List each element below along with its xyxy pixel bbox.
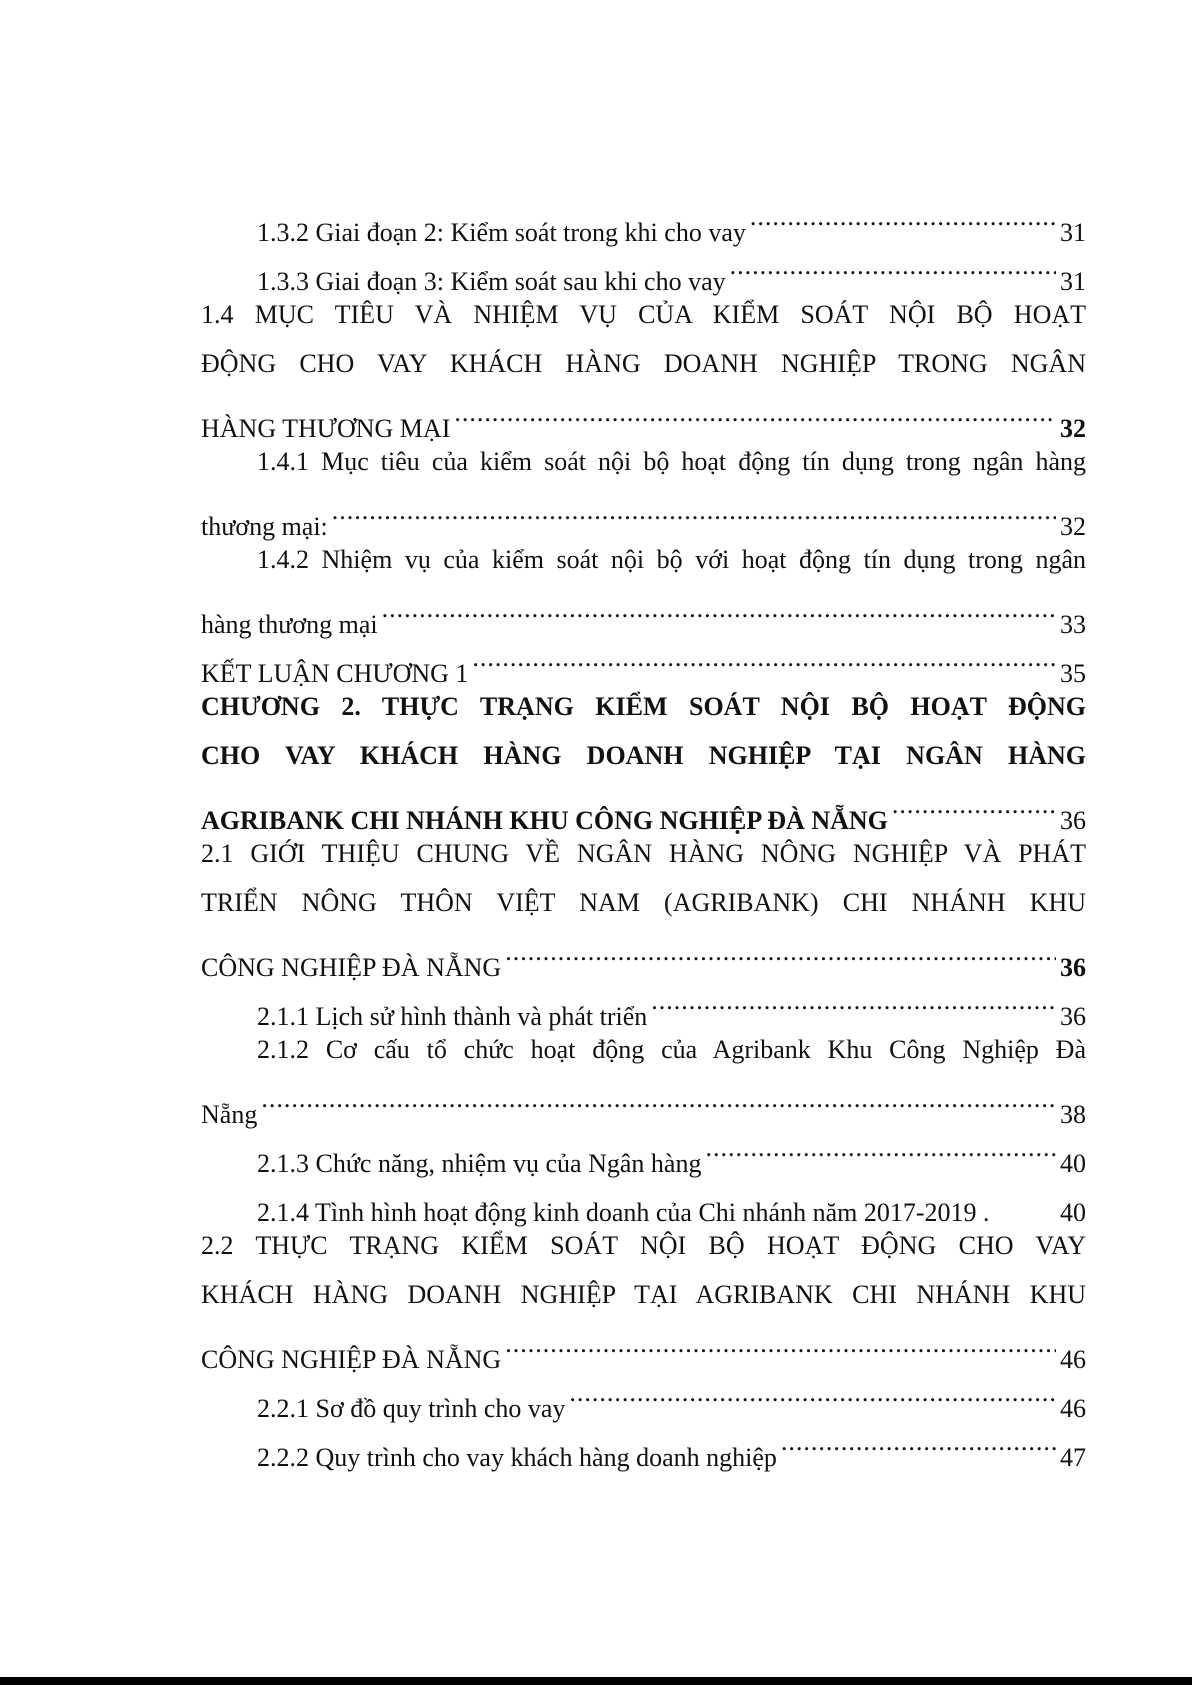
toc-entry-text-line: 2.2 THỰC TRẠNG KIỂM SOÁT NỘI BỘ HOẠT ĐỘNG CHO VAY [201,1231,1086,1260]
toc-page-number: 40 [1060,1149,1086,1178]
toc-entry-title: 2.2.2 Quy trình cho vay khách hàng doanh nghiệp [257,1443,777,1472]
toc-entry-text-line: 1.4.2 Nhiệm vụ của kiểm soát nội bộ với hoạt động tín dụng trong ngân [257,545,1086,574]
dot-leader [332,486,1056,535]
toc-entry-title: 2.2.1 Sơ đồ quy trình cho vay [257,1394,566,1423]
toc-entry-text-line: KHÁCH HÀNG DOANH NGHIỆP TẠI AGRIBANK CHI NHÁNH KHU [201,1280,1086,1309]
dot-leader [781,1417,1056,1466]
toc-entry-title: hàng thương mại [201,610,378,639]
toc-entry[interactable] [201,535,1086,639]
toc-entry-last-line [201,1074,1086,1129]
toc-page-number: 31 [1060,267,1086,296]
toc-entry-title: Nẵng [201,1100,258,1129]
toc-page-number: 46 [1060,1345,1086,1374]
toc-page-number: 36 [1060,953,1086,982]
toc-entry-title: CÔNG NGHIỆP ĐÀ NẴNG [201,953,502,982]
dot-leader [505,1319,1056,1368]
toc-page-number: 47 [1060,1443,1086,1472]
toc-entry-text-line: 1.4 MỤC TIÊU VÀ NHIỆM VỤ CỦA KIỂM SOÁT NỘI BỘ HOẠT [201,300,1086,329]
toc-page-number: 32 [1060,512,1086,541]
toc-page-number: 40 [1060,1198,1086,1227]
toc-entry-last-line [201,192,1086,247]
toc-entry-text-line: 2.1 GIỚI THIỆU CHUNG VỀ NGÂN HÀNG NÔNG NGHIỆP VÀ PHÁT [201,839,1086,868]
toc-entry[interactable] [201,290,1086,443]
toc-entry-title: KẾT LUẬN CHƯƠNG 1 [201,659,469,688]
toc-entry-title: AGRIBANK CHI NHÁNH KHU CÔNG NGHIỆP ĐÀ NẴNG [201,806,888,835]
toc-page-number: 46 [1060,1394,1086,1423]
toc-entry-text-line: ĐỘNG CHO VAY KHÁCH HÀNG DOANH NGHIỆP TRONG NGÂN [201,349,1086,378]
toc-page-number: 38 [1060,1100,1086,1129]
dot-leader [261,1074,1056,1123]
toc-entry[interactable] [201,437,1086,541]
toc-entry-text-line: CHƯƠNG 2. THỰC TRẠNG KIỂM SOÁT NỘI BỘ HOẠT ĐỘNG [201,692,1086,721]
toc-entry-last-line [201,388,1086,443]
toc-page-number: 31 [1060,218,1086,247]
dot-leader [569,1368,1056,1417]
dot-leader [730,241,1056,290]
toc-entry-title: 2.1.4 Tình hình hoạt động kinh doanh của Chi nhánh năm 2017-2019 . [257,1198,990,1227]
toc-entry-title: CÔNG NGHIỆP ĐÀ NẴNG [201,1345,502,1374]
toc-entry-title: HÀNG THƯƠNG MẠI [201,414,451,443]
toc-entry-last-line [201,780,1086,835]
table-of-contents [201,192,1086,1472]
toc-entry-title: 1.3.3 Giai đoạn 3: Kiểm soát sau khi cho vay [257,267,726,296]
toc-entry-text-line: 1.4.1 Mục tiêu của kiểm soát nội bộ hoạt động tín dụng trong ngân hàng [257,447,1086,476]
dot-leader [454,388,1056,437]
dot-leader [705,1123,1056,1172]
toc-entry-title: 2.1.3 Chức năng, nhiệm vụ của Ngân hàng [257,1149,702,1178]
toc-page-number: 35 [1060,659,1086,688]
toc-entry[interactable] [201,1025,1086,1129]
toc-entry[interactable] [201,1123,1086,1178]
toc-entry-text-line: CHO VAY KHÁCH HÀNG DOANH NGHIỆP TẠI NGÂN HÀNG [201,741,1086,770]
dot-leader [505,927,1056,976]
toc-entry[interactable] [201,1221,1086,1374]
toc-page-number: 33 [1060,610,1086,639]
page-bottom-border [0,1677,1192,1685]
toc-entry-text-line: TRIỂN NÔNG THÔN VIỆT NAM (AGRIBANK) CHI NHÁNH KHU [201,888,1086,917]
toc-entry-last-line [201,927,1086,982]
dot-leader [750,192,1056,241]
toc-entry-last-line [201,1319,1086,1374]
toc-entry-title: 2.1.1 Lịch sử hình thành và phát triển [257,1002,648,1031]
toc-entry-last-line [201,584,1086,639]
toc-entry-title: thương mại: [201,512,328,541]
toc-entry-title: 1.3.2 Giai đoạn 2: Kiểm soát trong khi cho vay [257,218,746,247]
toc-entry[interactable] [201,829,1086,982]
toc-entry-text-line: 2.1.2 Cơ cấu tổ chức hoạt động của Agribank Khu Công Nghiệp Đà [257,1035,1086,1064]
toc-page-number: 32 [1060,414,1086,443]
toc-page-number: 36 [1060,1002,1086,1031]
toc-entry-last-line [201,1123,1086,1178]
toc-entry[interactable] [201,682,1086,835]
dot-leader [892,780,1056,829]
dot-leader [382,584,1056,633]
toc-entry[interactable] [201,192,1086,247]
dot-leader [472,633,1056,682]
toc-page-number: 36 [1060,806,1086,835]
toc-entry-last-line [201,486,1086,541]
dot-leader [651,976,1056,1025]
